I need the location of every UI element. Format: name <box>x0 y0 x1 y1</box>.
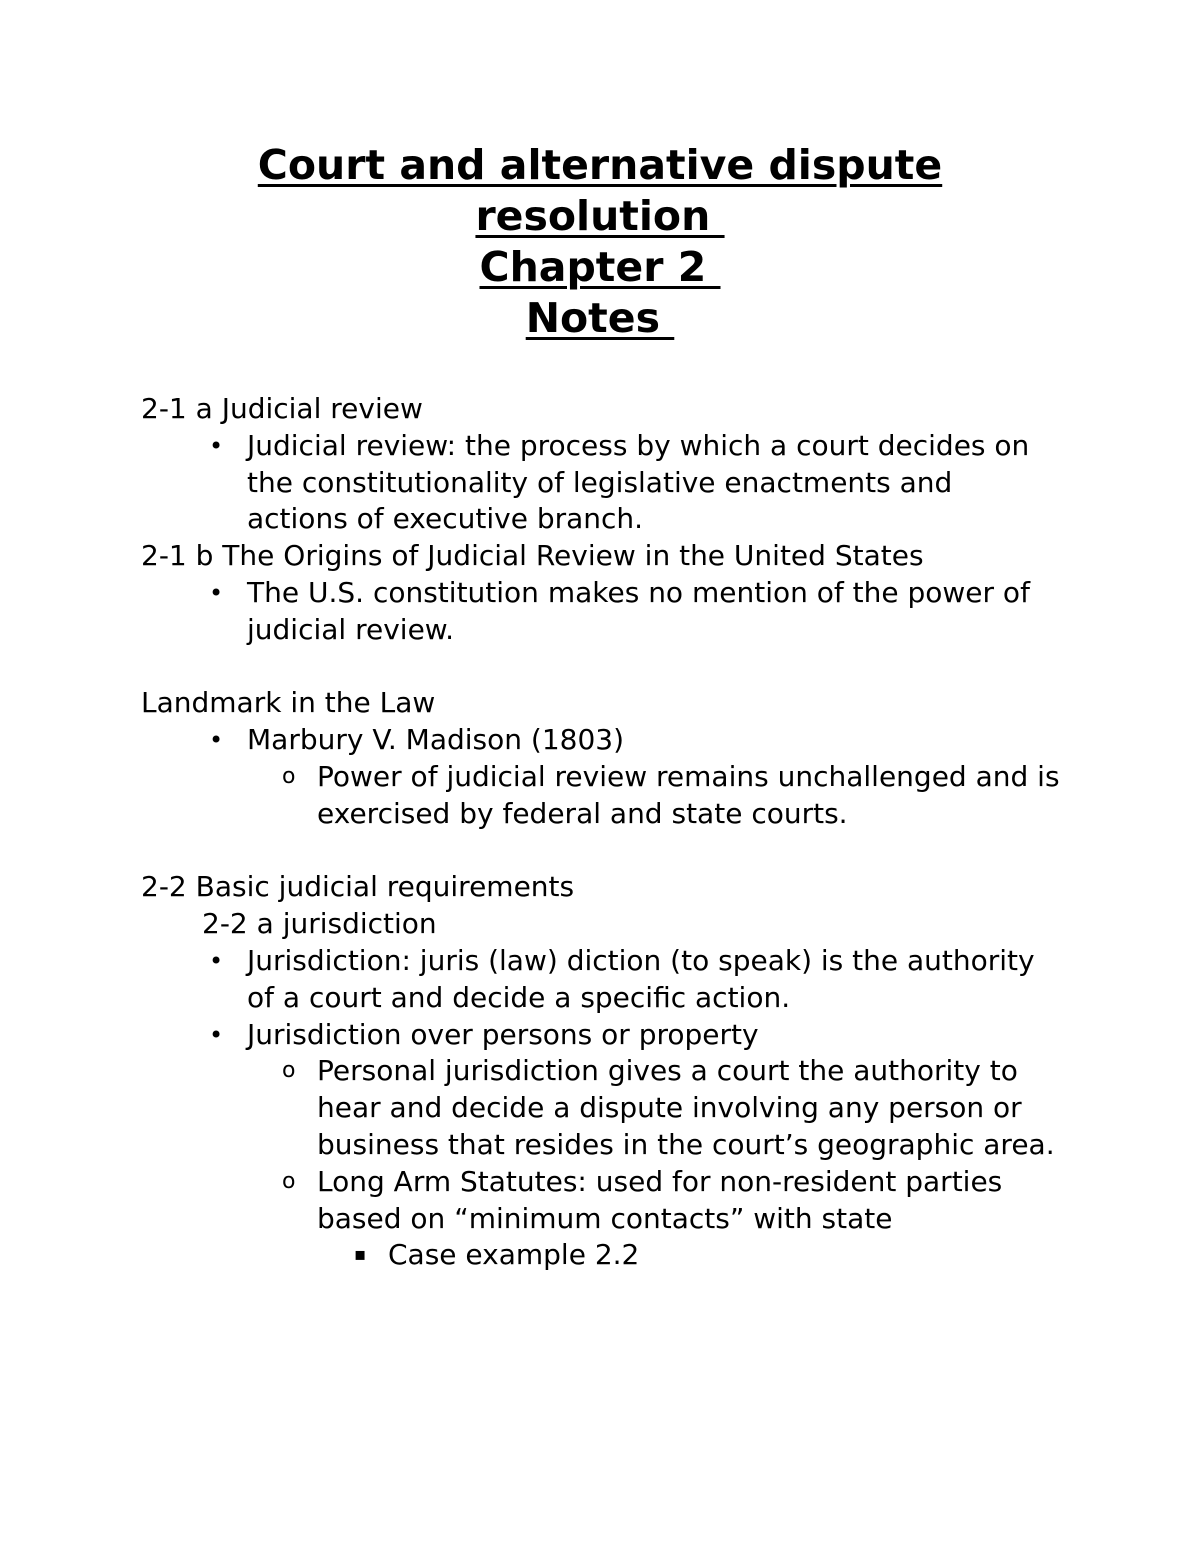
title-line-2: resolution <box>475 192 725 240</box>
document-title <box>0 140 1200 344</box>
bullet-text-constitution-no-mention: The U.S. constitution makes no mention of the power of judicial review. <box>247 575 1030 646</box>
sub-bullet-text-long-arm-statutes: Long Arm Statutes: used for non-resident parties based on “minimum contacts” with state <box>317 1164 1003 1235</box>
title-line-3: Chapter 2 <box>479 243 721 291</box>
section-heading-2-1a: 2-1 a Judicial review <box>141 392 423 425</box>
list-item <box>141 722 1061 759</box>
list-item <box>141 1164 1061 1238</box>
bullet-marker: • <box>209 946 224 975</box>
list-item <box>141 1237 1061 1274</box>
section-heading-2-1b: 2-1 b The Origins of Judicial Review in the United States <box>141 539 924 573</box>
list-item <box>141 759 1061 833</box>
bullet-marker: • <box>209 578 224 607</box>
square-marker: ▪ <box>354 1244 367 1266</box>
section-heading-2-2: 2-2 Basic judicial requirements <box>141 870 575 904</box>
circle-marker: o <box>282 763 296 789</box>
list-item <box>141 1053 1061 1163</box>
blank-line <box>141 833 1061 870</box>
list-item <box>141 943 1061 1017</box>
sub-bullet-text-power-unchallenged: Power of judicial review remains unchallenged and is exercised by federal and state courts. <box>317 759 1060 830</box>
title-line-4: Notes <box>525 294 675 342</box>
bullet-text-jurisdiction-definition: Jurisdiction: juris (law) diction (to speak) is the authority of a court and decide a specific action. <box>247 943 1035 1014</box>
title-line-1: Court and alternative dispute <box>257 141 943 189</box>
bullet-marker: • <box>209 431 224 460</box>
notes-body <box>141 391 1061 1274</box>
bullet-text-marbury: Marbury V. Madison (1803) <box>247 723 625 757</box>
circle-marker: o <box>282 1058 296 1084</box>
blank-line <box>141 649 1061 686</box>
list-item <box>141 1017 1061 1054</box>
bullet-marker: • <box>209 1020 224 1049</box>
sub-bullet-text-personal-jurisdiction: Personal jurisdiction gives a court the authority to hear and decide a dispute involving any person or business that resides in the court’s geographic area. <box>317 1054 1055 1161</box>
bullet-text-judicial-review-definition: Judicial review: the process by which a court decides on the constitutionality of legislative enactments and actions of executive branch. <box>247 428 1030 536</box>
bullet-marker: • <box>209 726 224 755</box>
list-item <box>141 428 1061 538</box>
bullet-text-jurisdiction-persons-property: Jurisdiction over persons or property <box>247 1017 759 1051</box>
circle-marker: o <box>282 1168 296 1194</box>
sub-sub-bullet-text-case-example: Case example 2.2 <box>388 1238 640 1272</box>
section-subheading-2-2a: 2-2 a jurisdiction <box>202 907 437 941</box>
section-heading-landmark: Landmark in the Law <box>141 686 436 720</box>
list-item <box>141 575 1061 649</box>
